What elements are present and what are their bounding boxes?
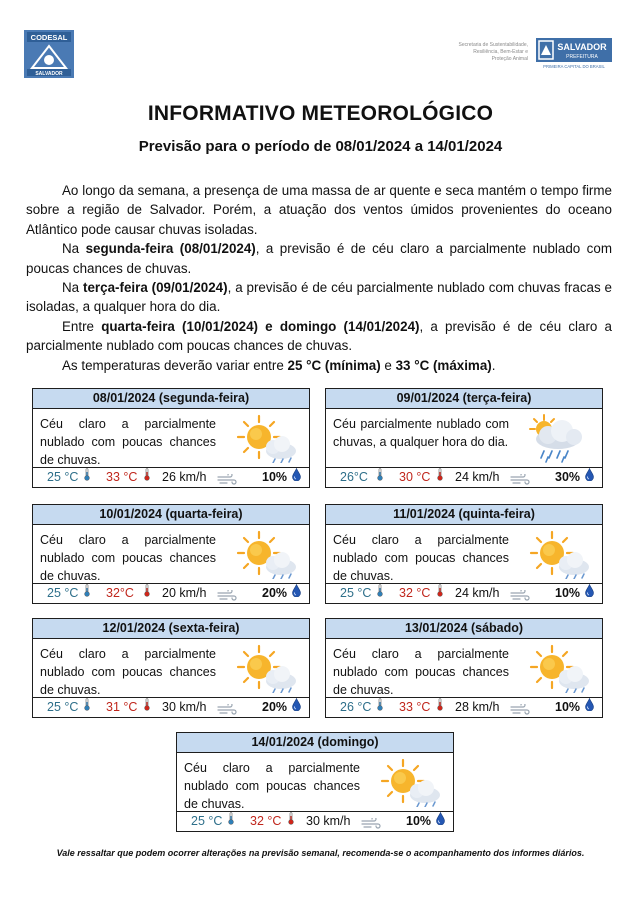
forecast-description: Céu parcialmente nublado com chuvas, a qualquer hora do dia. — [333, 417, 509, 449]
forecast-summary — [26, 181, 612, 375]
forecast-date: 10/01/2024 (quarta-feira) — [33, 505, 309, 525]
thermometer-cold-icon — [84, 698, 90, 716]
sun-cloud-icon — [229, 643, 299, 693]
forecast-stats — [177, 811, 453, 831]
temp-min: 25 °C — [47, 586, 79, 600]
temp-max: 32 °C — [250, 814, 282, 828]
wind-icon — [217, 472, 237, 490]
codesal-logo-text: CODESAL — [30, 33, 68, 42]
forecast-card — [32, 388, 310, 488]
raindrop-icon — [585, 698, 594, 716]
summary-paragraph-2: Na segunda-feira (08/01/2024), a previsão é de céu claro a parcialmente nublado com poucas chances de chuvas. — [26, 241, 612, 276]
wind-icon — [510, 702, 530, 720]
wind-speed: 24 km/h — [455, 470, 500, 484]
thermometer-cold-icon — [84, 468, 90, 486]
rain-chance: 10% — [406, 814, 432, 828]
thermometer-hot-icon — [144, 584, 150, 602]
thermometer-cold-icon — [377, 698, 383, 716]
temp-min: 26°C — [340, 470, 368, 484]
wind-icon — [510, 472, 530, 490]
forecast-date: 14/01/2024 (domingo) — [177, 733, 453, 753]
salvador-logo-tagline: PRIMEIRA CAPITAL DO BRASIL — [543, 64, 605, 69]
temp-min: 25 °C — [47, 470, 79, 484]
rain-chance: 10% — [262, 470, 288, 484]
wind-speed: 26 km/h — [162, 470, 207, 484]
codesal-logo-subtext: SALVADOR — [35, 71, 63, 77]
forecast-card — [325, 504, 603, 604]
forecast-date: 09/01/2024 (terça-feira) — [326, 389, 602, 409]
wind-icon — [217, 702, 237, 720]
thermometer-hot-icon — [144, 468, 150, 486]
temp-max: 32 °C — [399, 586, 431, 600]
thermometer-hot-icon — [437, 698, 443, 716]
thermometer-cold-icon — [228, 812, 234, 830]
summary-paragraph-4: Entre quarta-feira (10/01/2024) e domingo (14/01/2024), a previsão é de céu claro a parcialmente nublado com poucas chances de chuvas. — [26, 318, 612, 354]
wind-speed: 24 km/h — [455, 586, 500, 600]
forecast-card — [32, 504, 310, 604]
rain-chance: 10% — [555, 586, 581, 600]
forecast-stats — [326, 697, 602, 717]
forecast-stats — [326, 583, 602, 603]
wind-icon — [510, 588, 530, 606]
raindrop-icon — [292, 468, 301, 486]
thermometer-hot-icon — [437, 584, 443, 602]
codesal-logo — [24, 30, 74, 78]
forecast-date: 11/01/2024 (quinta-feira) — [326, 505, 602, 525]
forecast-description: Céu claro a parcialmente nublado com poucas chances de chuvas. — [40, 647, 216, 697]
forecast-description: Céu claro a parcialmente nublado com poucas chances de chuvas. — [184, 761, 360, 811]
forecast-card — [325, 388, 603, 488]
salvador-prefeitura-logo — [536, 38, 612, 70]
forecast-description: Céu claro a parcialmente nublado com poucas chances de chuvas. — [333, 647, 509, 697]
forecast-stats — [33, 697, 309, 717]
forecast-card — [325, 618, 603, 718]
forecast-date: 13/01/2024 (sábado) — [326, 619, 602, 639]
temp-max: 30 °C — [399, 470, 431, 484]
raindrop-icon — [585, 468, 594, 486]
temp-max: 31 °C — [106, 700, 138, 714]
footnote: Vale ressaltar que podem ocorrer alterações na previsão semanal, recomenda-se o acompanhamento dos informes diários. — [56, 848, 585, 858]
forecast-description: Céu claro a parcialmente nublado com poucas chances de chuvas. — [40, 533, 216, 583]
rain-chance: 20% — [262, 586, 288, 600]
thermometer-cold-icon — [84, 584, 90, 602]
summary-paragraph-3: Na terça-feira (09/01/2024), a previsão é de céu parcialmente nublado com chuvas fracas e isoladas, a qualquer hora do dia. — [26, 280, 612, 315]
rain-chance: 20% — [262, 700, 288, 714]
summary-paragraph-5: As temperaturas deverão variar entre 25 °C (mínima) e 33 °C (máxima). — [62, 357, 496, 373]
agency-name: Secretaria de Sustentabilidade, Resiliência, Bem-Estar e Proteção Animal — [458, 42, 528, 62]
salvador-logo-subtext: PREFEITURA — [566, 54, 598, 60]
wind-speed: 30 km/h — [306, 814, 351, 828]
wind-speed: 30 km/h — [162, 700, 207, 714]
raindrop-icon — [585, 584, 594, 602]
temp-min: 25 °C — [340, 586, 372, 600]
raindrop-icon — [292, 698, 301, 716]
raindrop-icon — [292, 584, 301, 602]
forecast-description: Céu claro a parcialmente nublado com poucas chances de chuvas. — [333, 533, 509, 583]
temp-min: 26 °C — [340, 700, 372, 714]
forecast-card — [32, 618, 310, 718]
rain-chance: 30% — [555, 470, 581, 484]
thermometer-hot-icon — [144, 698, 150, 716]
thermometer-hot-icon — [288, 812, 294, 830]
temp-min: 25 °C — [191, 814, 223, 828]
salvador-logo-text: SALVADOR — [557, 42, 607, 52]
thermometer-cold-icon — [377, 584, 383, 602]
rain-chance: 10% — [555, 700, 581, 714]
page-title: INFORMATIVO METEOROLÓGICO — [147, 102, 494, 125]
temp-min: 25 °C — [47, 700, 79, 714]
wind-icon — [361, 816, 381, 834]
forecast-stats — [326, 467, 602, 487]
sun-cloud-icon — [522, 643, 592, 693]
forecast-stats — [33, 467, 309, 487]
page-subtitle: Previsão para o período de 08/01/2024 a 14/01/2024 — [138, 138, 503, 155]
temp-max: 32°C — [106, 586, 134, 600]
summary-paragraph-1: Ao longo da semana, a presença de uma massa de ar quente e seca mantém o tempo firme sobre a região de Salvador. Porém, a atuação dos ventos úmidos provenientes do oceano Atlântico pode causar chuvas isoladas. — [26, 183, 612, 237]
forecast-stats — [33, 583, 309, 603]
header-right — [436, 38, 616, 72]
forecast-date: 12/01/2024 (sexta-feira) — [33, 619, 309, 639]
thermometer-hot-icon — [437, 468, 443, 486]
temp-max: 33 °C — [106, 470, 138, 484]
forecast-date: 08/01/2024 (segunda-feira) — [33, 389, 309, 409]
temp-max: 33 °C — [399, 700, 431, 714]
wind-icon — [217, 588, 237, 606]
rain-cloud-icon — [522, 413, 592, 463]
thermometer-cold-icon — [377, 468, 383, 486]
sun-cloud-icon — [522, 529, 592, 579]
forecast-card — [176, 732, 454, 832]
forecast-description: Céu claro a parcialmente nublado com poucas chances de chuvas. — [40, 417, 216, 467]
sun-cloud-icon — [229, 529, 299, 579]
wind-speed: 28 km/h — [455, 700, 500, 714]
sun-cloud-icon — [229, 413, 299, 463]
wind-speed: 20 km/h — [162, 586, 207, 600]
sun-cloud-icon — [373, 757, 443, 807]
raindrop-icon — [436, 812, 445, 830]
